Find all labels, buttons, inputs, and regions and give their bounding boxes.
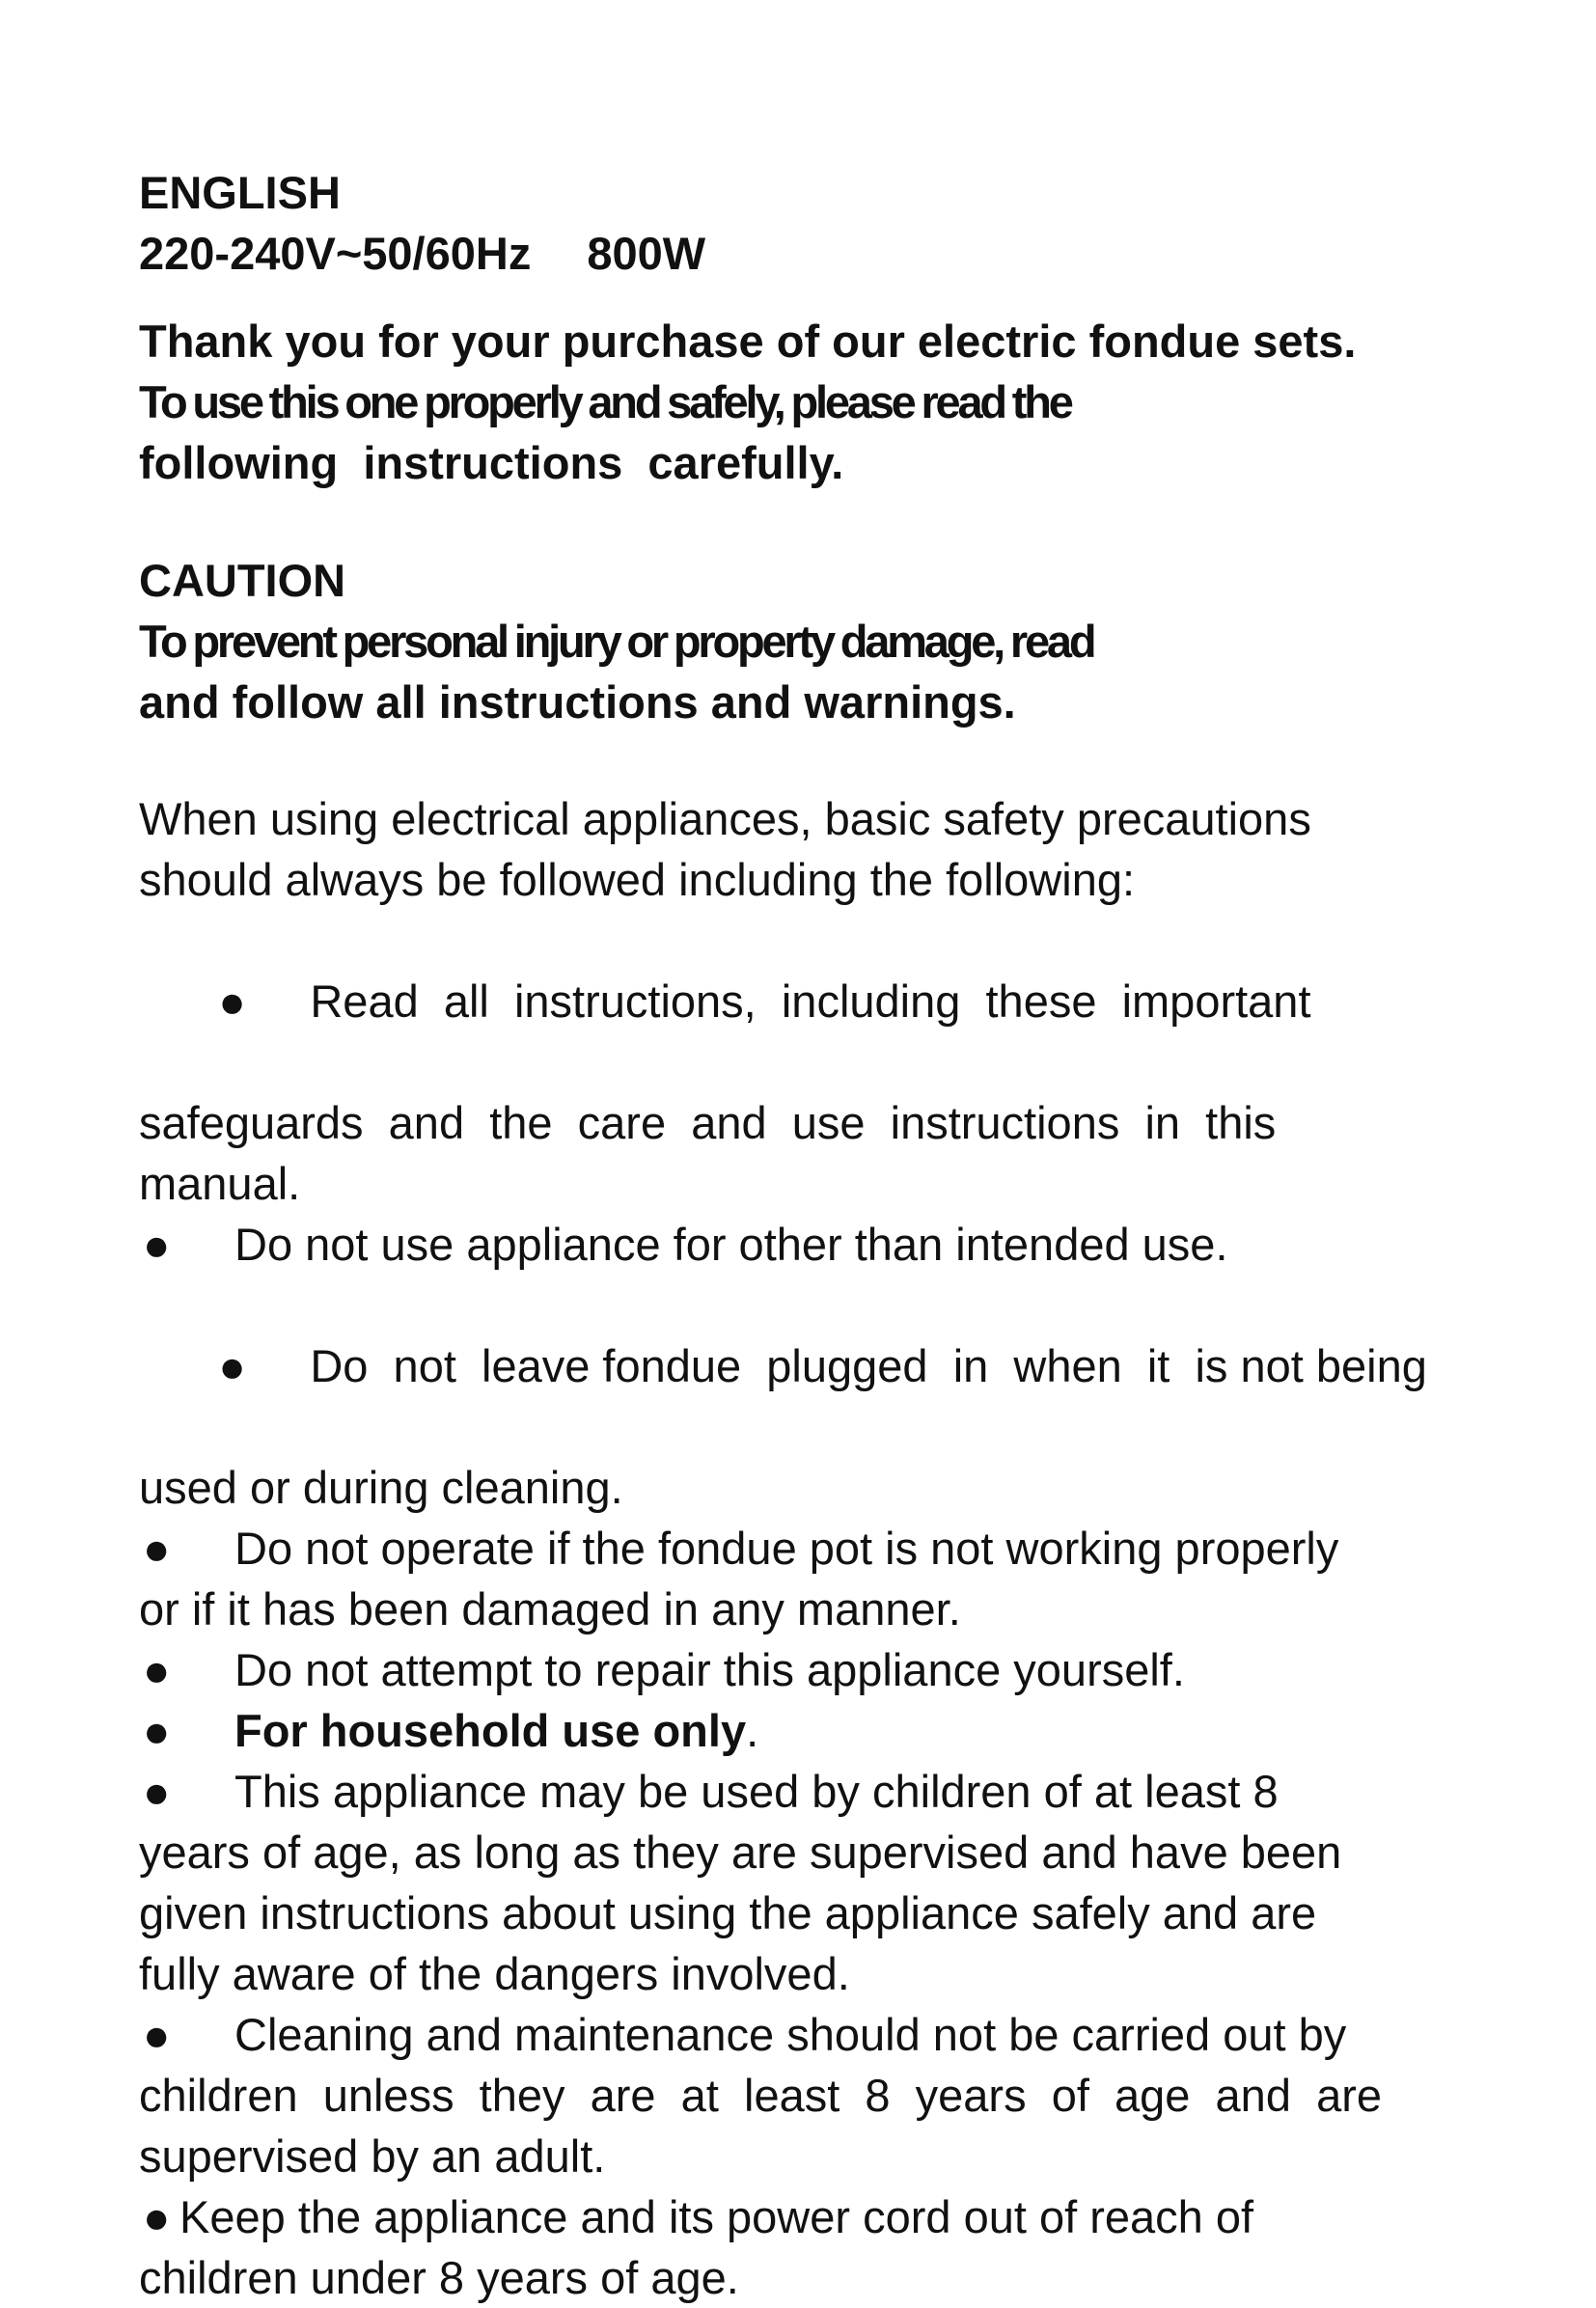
safety-item <box>139 1214 1509 1275</box>
safety-item-text: years of age, as long as they are supervised and have been <box>139 1827 1342 1878</box>
safety-item <box>139 2004 1509 2186</box>
bullet-icon: ● <box>143 1219 171 1270</box>
bullet-icon: ● <box>143 2191 171 2242</box>
safety-item-text: children unless they are at least 8 years of age and are <box>139 2070 1383 2121</box>
household-use-notice: For household use only <box>234 1705 747 1756</box>
safety-item <box>139 910 1509 1214</box>
safety-item-text: Keep the appliance and its power cord out of reach of <box>179 2191 1254 2242</box>
bullet-icon: ● <box>143 1766 171 1817</box>
bullet-icon: ● <box>143 1523 171 1574</box>
safety-intro-line-2: should always be followed including the following: <box>139 854 1136 905</box>
safety-item <box>139 1700 1509 1761</box>
safety-item-text: Read all instructions, including these important <box>310 975 1311 1027</box>
intro-line-3: following instructions carefully. <box>139 437 844 488</box>
power-spec <box>139 223 1509 284</box>
bullet-icon: ● <box>218 975 246 1027</box>
safety-item <box>139 1275 1509 1518</box>
safety-item-text: Do not attempt to repair this appliance yourself. <box>234 1644 1185 1695</box>
safety-item-text: used or during cleaning. <box>139 1462 623 1513</box>
safety-item-text: Do not leave fondue plugged in when it is not being <box>310 1340 1427 1391</box>
bullet-icon: ● <box>218 1340 246 1391</box>
safety-item-text: manual. <box>139 1158 301 1209</box>
intro-line-2: To use this one properly and safely, please read the <box>139 376 1071 427</box>
safety-item <box>139 1518 1509 1639</box>
wattage-spec: 800W <box>587 228 706 279</box>
safety-item-text: Cleaning and maintenance should not be carried out by <box>234 2009 1347 2060</box>
manual-page <box>139 162 1509 2308</box>
safety-intro-line-1: When using electrical appliances, basic safety precautions <box>139 793 1311 844</box>
safety-item-text: given instructions about using the appliance safely and are <box>139 1887 1317 1938</box>
safety-item-text: or if it has been damaged in any manner. <box>139 1583 961 1635</box>
safety-item-text: Do not operate if the fondue pot is not working properly <box>234 1523 1339 1574</box>
bullet-icon: ● <box>143 1705 171 1756</box>
safety-item <box>139 1639 1509 1700</box>
caution-title: CAUTION <box>139 555 346 606</box>
safety-item-text: Do not use appliance for other than intended use. <box>234 1219 1228 1270</box>
intro-line-1: Thank you for your purchase of our electric fondue sets. <box>139 316 1357 367</box>
household-use-period: . <box>746 1705 759 1756</box>
safety-item-text: children under 8 years of age. <box>139 2252 739 2303</box>
language-heading: ENGLISH <box>139 167 341 218</box>
safety-item <box>139 1761 1509 2004</box>
caution-line-2: and follow all instructions and warnings. <box>139 676 1016 728</box>
safety-item-text: This appliance may be used by children of at least 8 <box>234 1766 1279 1817</box>
voltage-spec: 220-240V~50/60Hz <box>139 228 532 279</box>
bullet-icon: ● <box>143 1644 171 1695</box>
safety-item-text: supervised by an adult. <box>139 2130 606 2182</box>
bullet-icon: ● <box>143 2009 171 2060</box>
safety-item-text: safeguards and the care and use instructions in this <box>139 1097 1277 1148</box>
caution-line-1: To prevent personal injury or property damage, read <box>139 616 1094 667</box>
safety-item-text: fully aware of the dangers involved. <box>139 1948 850 1999</box>
safety-item <box>139 2186 1509 2308</box>
